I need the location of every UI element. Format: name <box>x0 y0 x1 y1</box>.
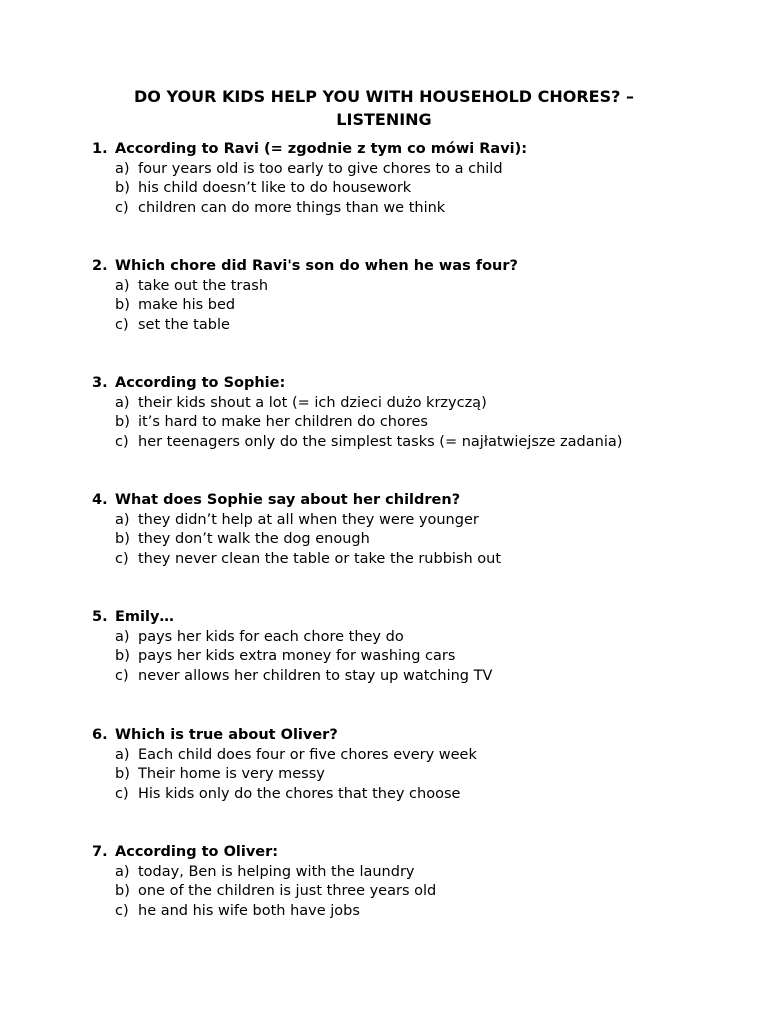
option-a <box>92 628 732 648</box>
option-text: her teenagers only do the simplest tasks (= najłatwiejsze zadania) <box>138 433 623 450</box>
question-number: 1. <box>92 141 108 157</box>
option-letter: b) <box>115 766 130 783</box>
question-text: According to Sophie: <box>115 375 286 391</box>
option-list <box>92 277 732 336</box>
option-text: pays her kids extra money for washing cars <box>138 648 456 665</box>
option-a <box>92 394 732 414</box>
question-number: 6. <box>92 727 108 743</box>
question-3 <box>92 374 732 452</box>
question-text: Emily… <box>115 609 174 625</box>
option-list <box>92 511 732 570</box>
option-text: four years old is too early to give chores to a child <box>138 160 503 177</box>
question-number: 7. <box>92 844 108 860</box>
option-letter: a) <box>115 746 130 763</box>
option-letter: c) <box>115 316 129 333</box>
question-text: Which chore did Ravi's son do when he was four? <box>115 258 518 274</box>
option-text: take out the trash <box>138 277 269 294</box>
option-letter: b) <box>115 297 130 314</box>
option-b <box>92 530 732 550</box>
option-text: set the table <box>138 316 230 333</box>
option-text: it’s hard to make her children do chores <box>138 414 428 431</box>
option-b <box>92 413 732 433</box>
option-text: they never clean the table or take the rubbish out <box>138 550 502 567</box>
option-letter: a) <box>115 394 130 411</box>
option-text: one of the children is just three years old <box>138 883 437 900</box>
question-text: What does Sophie say about her children? <box>115 492 461 508</box>
question-number: 2. <box>92 258 108 274</box>
option-text: His kids only do the chores that they choose <box>138 785 461 802</box>
option-text: Each child does four or five chores every week <box>138 746 477 763</box>
question-5 <box>92 608 732 686</box>
option-letter: a) <box>115 277 130 294</box>
option-a <box>92 863 732 883</box>
question-number: 4. <box>92 492 108 508</box>
option-c <box>92 550 732 570</box>
worksheet-title: DO YOUR KIDS HELP YOU WITH HOUSEHOLD CHORES? – LISTENING <box>134 87 634 129</box>
option-letter: c) <box>115 667 129 684</box>
option-b <box>92 647 732 667</box>
option-b <box>92 296 732 316</box>
option-c <box>92 785 732 805</box>
option-a <box>92 746 732 766</box>
question-number: 3. <box>92 375 108 391</box>
option-letter: b) <box>115 883 130 900</box>
option-letter: c) <box>115 433 129 450</box>
option-letter: a) <box>115 160 130 177</box>
question-1 <box>92 140 732 218</box>
option-a <box>92 160 732 180</box>
question-text: According to Oliver: <box>115 844 279 860</box>
option-letter: a) <box>115 863 130 880</box>
question-text: According to Ravi (= zgodnie z tym co mówi Ravi): <box>115 141 528 157</box>
option-letter: a) <box>115 511 130 528</box>
option-list <box>92 746 732 805</box>
option-list <box>92 863 732 922</box>
option-list <box>92 160 732 219</box>
question-text: Which is true about Oliver? <box>115 727 338 743</box>
option-list <box>92 394 732 453</box>
option-letter: c) <box>115 550 129 567</box>
option-c <box>92 316 732 336</box>
question-number: 5. <box>92 609 108 625</box>
option-text: they don’t walk the dog enough <box>138 531 370 548</box>
option-a <box>92 511 732 531</box>
option-text: pays her kids for each chore they do <box>138 628 404 645</box>
option-text: Their home is very messy <box>138 766 325 783</box>
option-text: children can do more things than we think <box>138 199 446 216</box>
option-letter: c) <box>115 902 129 919</box>
option-c <box>92 902 732 922</box>
question-6 <box>92 726 732 804</box>
option-b <box>92 765 732 785</box>
option-letter: b) <box>115 648 130 665</box>
option-a <box>92 277 732 297</box>
option-letter: a) <box>115 628 130 645</box>
option-text: today, Ben is helping with the laundry <box>138 863 415 880</box>
option-c <box>92 199 732 219</box>
option-letter: b) <box>115 180 130 197</box>
option-c <box>92 667 732 687</box>
option-text: he and his wife both have jobs <box>138 902 360 919</box>
question-7 <box>92 843 732 921</box>
option-b <box>92 882 732 902</box>
option-letter: b) <box>115 531 130 548</box>
option-letter: c) <box>115 199 129 216</box>
option-b <box>92 179 732 199</box>
option-text: their kids shout a lot (= ich dzieci dużo krzyczą) <box>138 394 487 411</box>
option-list <box>92 628 732 687</box>
option-c <box>92 433 732 453</box>
option-letter: b) <box>115 414 130 431</box>
option-text: make his bed <box>138 297 236 314</box>
option-text: his child doesn’t like to do housework <box>138 180 412 197</box>
option-text: they didn’t help at all when they were younger <box>138 511 479 528</box>
question-2 <box>92 257 732 335</box>
option-text: never allows her children to stay up watching TV <box>138 667 493 684</box>
question-4 <box>92 491 732 569</box>
option-letter: c) <box>115 785 129 802</box>
